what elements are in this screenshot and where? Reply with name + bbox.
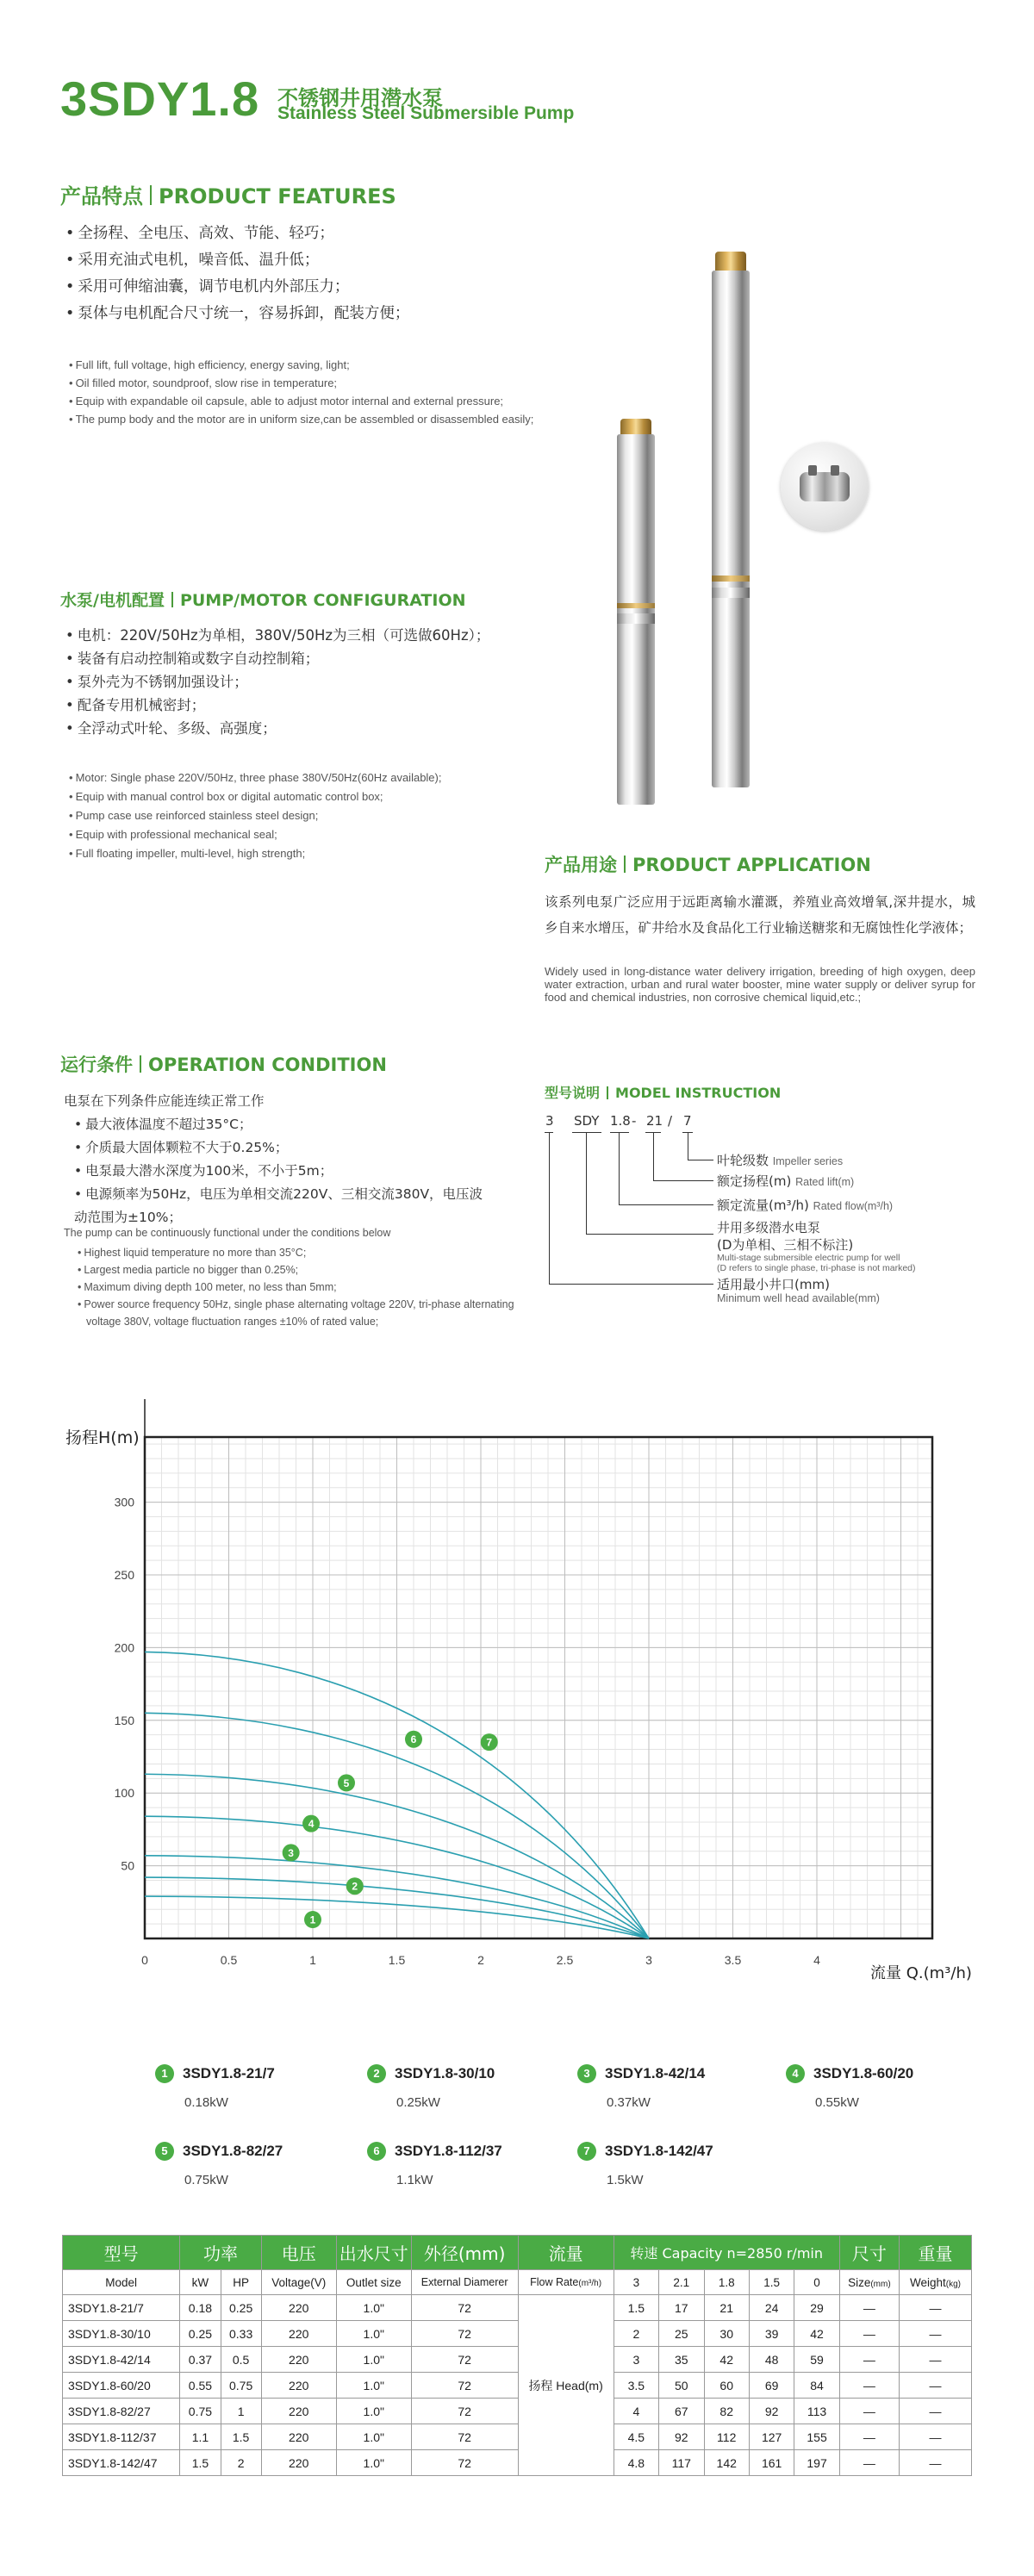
table-cell: 82 <box>704 2399 749 2424</box>
table-cell: 17 <box>659 2295 704 2321</box>
features-heading <box>60 179 396 209</box>
table-cell: 1.5 <box>221 2424 261 2450</box>
table-cell: 35 <box>659 2347 704 2373</box>
application-heading <box>545 851 871 877</box>
list-item: • 采用充油式电机，噪音低、温升低； <box>65 247 582 274</box>
curve-label: 5 <box>343 1776 350 1789</box>
table-cell: 1.1 <box>180 2424 221 2450</box>
list-item: • Highest liquid temperature no more than 35°C; <box>78 1244 517 1261</box>
table-cell: — <box>839 2321 899 2347</box>
legend-marker: 6 <box>367 2142 386 2161</box>
table-cell: 72 <box>411 2424 518 2450</box>
operation-heading <box>60 1051 387 1077</box>
table-cell: 72 <box>411 2373 518 2399</box>
table-cell: 1.0" <box>336 2347 411 2373</box>
table-cell: 4 <box>614 2399 658 2424</box>
th-diameter: 外径(mm) <box>411 2236 518 2270</box>
code-part: 21 <box>646 1113 663 1129</box>
table-cell: 39 <box>749 2321 794 2347</box>
curve-label: 6 <box>410 1733 417 1746</box>
legend-item <box>577 2064 705 2110</box>
th2-flow-3: 3 <box>614 2270 658 2295</box>
list-item: • 泵外壳为不锈钢加强设计； <box>65 670 600 694</box>
table-row <box>63 2373 972 2399</box>
legend-model: 3SDY1.8-142/47 <box>605 2143 713 2159</box>
list-item: • Largest media particle no bigger than 0.25%; <box>78 1261 517 1279</box>
chart-x-label: 流量 Q.(m³/h) <box>870 1964 972 1982</box>
table-cell: — <box>839 2399 899 2424</box>
code-part: / <box>668 1113 673 1129</box>
operation-en-list <box>78 1244 517 1330</box>
table-cell: 30 <box>704 2321 749 2347</box>
x-tick-label: 2 <box>477 1953 484 1967</box>
table-cell: — <box>899 2424 971 2450</box>
th-flow: 流量 <box>518 2236 614 2270</box>
table-row <box>63 2399 972 2424</box>
table-cell: — <box>899 2295 971 2321</box>
legend-marker: 4 <box>786 2064 805 2083</box>
th-voltage: 电压 <box>261 2236 336 2270</box>
x-tick-label: 1.5 <box>388 1953 406 1967</box>
legend-model: 3SDY1.8-21/7 <box>183 2065 275 2081</box>
table-cell: 0.55 <box>180 2373 221 2399</box>
application-text-en: Widely used in long-distance water delivery irrigation, breeding of high oxygen, deep water extraction, urban and rural water booster, mine water supply or deliver syrup for food and chemical industries, non corrosive chemical liquid,etc.; <box>545 965 975 1004</box>
instruction-pump-type-en-note: (D refers to single phase, tri-phase is not marked) <box>717 1263 916 1273</box>
table-cell: 0.5 <box>221 2347 261 2373</box>
table-cell: 72 <box>411 2347 518 2373</box>
list-item: • Full lift, full voltage, high efficiency, energy saving, light; <box>69 356 551 374</box>
table-cell: 113 <box>794 2399 839 2424</box>
application-heading-cn: 产品用途 <box>545 855 617 875</box>
model-instruction-heading <box>545 1082 781 1102</box>
operation-intro-en: The pump can be continuously functional under the conditions below <box>64 1227 391 1239</box>
th2-flow-1-8: 1.8 <box>704 2270 749 2295</box>
configuration-heading-cn: 水泵/电机配置 <box>60 591 165 610</box>
table-cell: 127 <box>749 2424 794 2450</box>
table-cell: 197 <box>794 2450 839 2476</box>
legend-model: 3SDY1.8-30/10 <box>395 2065 495 2081</box>
chart-y-label: 扬程H(m) <box>65 1428 140 1447</box>
curve-label: 1 <box>309 1913 316 1926</box>
legend-power: 1.5kW <box>607 2173 644 2187</box>
th2-model: Model <box>63 2270 180 2295</box>
table-cell: 3SDY1.8-21/7 <box>63 2295 180 2321</box>
configuration-heading-en: PUMP/MOTOR CONFIGURATION <box>179 591 466 610</box>
legend-item <box>367 2142 502 2187</box>
table-cell: 0.25 <box>221 2295 261 2321</box>
th-outlet: 出水尺寸 <box>336 2236 411 2270</box>
legend-power: 0.37kW <box>607 2095 651 2110</box>
table-cell: 220 <box>261 2321 336 2347</box>
table-cell: 92 <box>749 2399 794 2424</box>
operation-cn-list <box>74 1113 488 1229</box>
legend-power: 0.55kW <box>815 2095 859 2110</box>
table-cell: 0.33 <box>221 2321 261 2347</box>
chart-frame <box>145 1437 932 1938</box>
th2-kw: kW <box>180 2270 221 2295</box>
table-cell: 24 <box>749 2295 794 2321</box>
table-cell: 0.37 <box>180 2347 221 2373</box>
legend-model: 3SDY1.8-112/37 <box>395 2143 502 2159</box>
list-item: • Maximum diving depth 100 meter, no less than 5mm; <box>78 1279 517 1296</box>
list-item: • Power source frequency 50Hz, single phase alternating voltage 220V, tri-phase alternating voltage 380V, voltage fluctuation ranges ±10% of rated value; <box>78 1296 517 1330</box>
chart-legend <box>155 2064 1000 2202</box>
instruction-pump-type-en: Multi-stage submersible electric pump for well <box>717 1253 900 1263</box>
legend-power: 0.18kW <box>184 2095 228 2110</box>
table-cell: 60 <box>704 2373 749 2399</box>
x-tick-label: 1 <box>309 1953 316 1967</box>
table-cell: 1.5 <box>614 2295 658 2321</box>
x-tick-label: 3.5 <box>724 1953 742 1967</box>
pump-image-long <box>705 248 760 791</box>
instruction-rated-flow: 额定流量(m³/h) Rated flow(m³/h) <box>717 1198 894 1213</box>
table-cell: — <box>839 2424 899 2450</box>
y-tick-label: 150 <box>114 1713 134 1727</box>
table-cell: 220 <box>261 2450 336 2476</box>
curve-label: 7 <box>486 1736 493 1749</box>
th2-flow: Flow Rate(m³/h) <box>518 2270 614 2295</box>
th2-flow-0: 0 <box>794 2270 839 2295</box>
table-cell: 1.0" <box>336 2321 411 2347</box>
list-item: • The pump body and the motor are in uniform size,can be assembled or disassembled easily; <box>69 410 551 428</box>
instruction-rated-lift: 额定扬程(m) Rated lift(m) <box>717 1173 855 1189</box>
th2-size: Size(mm) <box>839 2270 899 2295</box>
y-tick-label: 200 <box>114 1640 134 1655</box>
legend-model: 3SDY1.8-42/14 <box>605 2065 706 2081</box>
list-item: • Equip with manual control box or digital automatic control box; <box>69 787 586 806</box>
table-cell: 3SDY1.8-42/14 <box>63 2347 180 2373</box>
list-item: • 装备有启动控制箱或数字自动控制箱； <box>65 647 600 670</box>
model-title: 3SDY1.8 <box>60 72 260 126</box>
table-cell: 72 <box>411 2450 518 2476</box>
table-cell: — <box>899 2321 971 2347</box>
legend-item <box>155 2064 275 2110</box>
table-cell: — <box>899 2399 971 2424</box>
table-cell: 92 <box>659 2424 704 2450</box>
table-cell-head-label: 扬程 Head(m) <box>518 2295 614 2476</box>
configuration-heading <box>60 588 466 611</box>
table-cell: 0.75 <box>221 2373 261 2399</box>
table-cell: 3SDY1.8-60/20 <box>63 2373 180 2399</box>
list-item: • Full floating impeller, multi-level, high strength; <box>69 844 586 863</box>
legend-marker: 3 <box>577 2064 596 2083</box>
table-cell: 72 <box>411 2399 518 2424</box>
legend-marker: 1 <box>155 2064 174 2083</box>
table-row <box>63 2347 972 2373</box>
instruction-impeller: 叶轮级数 Impeller series <box>717 1153 844 1168</box>
th2-flow-1-5: 1.5 <box>749 2270 794 2295</box>
legend-marker: 2 <box>367 2064 386 2083</box>
table-cell: 2 <box>614 2321 658 2347</box>
table-cell: 67 <box>659 2399 704 2424</box>
y-tick-label: 250 <box>114 1568 134 1582</box>
code-part: SDY <box>574 1113 600 1129</box>
th2-weight: Weight(kg) <box>899 2270 971 2295</box>
table-cell: — <box>839 2450 899 2476</box>
table-cell: 50 <box>659 2373 704 2399</box>
th2-voltage: Voltage(V) <box>261 2270 336 2295</box>
x-tick-label: 2.5 <box>556 1953 574 1967</box>
table-cell: 3 <box>614 2347 658 2373</box>
table-cell: 3SDY1.8-82/27 <box>63 2399 180 2424</box>
table-row <box>63 2424 972 2450</box>
performance-chart <box>0 1396 1034 1999</box>
list-item: • 电源频率为50Hz，电压为单相交流220V、三相交流380V，电压波动范围为±10%； <box>74 1183 488 1229</box>
table-cell: 4.5 <box>614 2424 658 2450</box>
table-cell: 42 <box>704 2347 749 2373</box>
list-item: • 采用可伸缩油囊，调节电机内外部压力； <box>65 274 582 301</box>
x-tick-label: 3 <box>645 1953 652 1967</box>
configuration-cn-list <box>65 624 600 740</box>
table-cell: 142 <box>704 2450 749 2476</box>
table-cell: 72 <box>411 2295 518 2321</box>
legend-power: 0.75kW <box>184 2173 228 2187</box>
list-item: • 全扬程、全电压、高效、节能、轻巧； <box>65 221 582 247</box>
features-heading-cn: 产品特点 <box>60 184 143 208</box>
table-header-en <box>63 2270 972 2295</box>
table-cell: 117 <box>659 2450 704 2476</box>
list-item: • Oil filled motor, soundproof, slow rise in temperature; <box>69 374 551 392</box>
y-tick-label: 100 <box>114 1786 134 1801</box>
th-power: 功率 <box>180 2236 261 2270</box>
list-item: • 最大液体温度不超过35°C； <box>74 1113 488 1136</box>
table-cell: 155 <box>794 2424 839 2450</box>
instruction-min-well: 适用最小井口(mm) <box>717 1277 830 1292</box>
instruction-pump-type: 井用多级潜水电泵 <box>717 1220 821 1235</box>
table-cell: 3.5 <box>614 2373 658 2399</box>
table-cell: — <box>839 2295 899 2321</box>
table-cell: — <box>899 2373 971 2399</box>
legend-model: 3SDY1.8-82/27 <box>183 2143 283 2159</box>
table-cell: 1.0" <box>336 2450 411 2476</box>
table-cell: 84 <box>794 2373 839 2399</box>
list-item: • Pump case use reinforced stainless steel design; <box>69 806 586 825</box>
table-cell: 59 <box>794 2347 839 2373</box>
table-cell: 1.0" <box>336 2399 411 2424</box>
y-tick-label: 50 <box>121 1858 134 1873</box>
pump-detail-image <box>781 443 869 531</box>
table-cell: 42 <box>794 2321 839 2347</box>
y-tick-label: 300 <box>114 1495 134 1509</box>
curve-label: 4 <box>308 1818 315 1831</box>
table-cell: 220 <box>261 2424 336 2450</box>
list-item: • 配备专用机械密封； <box>65 694 600 717</box>
features-en-list <box>69 356 551 428</box>
table-cell: 1.0" <box>336 2424 411 2450</box>
model-instruction-diagram <box>545 1113 1010 1337</box>
curve-label: 2 <box>352 1880 358 1893</box>
list-item: • 电机：220V/50Hz为单相，380V/50Hz为三相（可选做60Hz）； <box>65 624 600 647</box>
th2-diameter: External Diamerer <box>411 2270 518 2295</box>
table-cell: 3SDY1.8-30/10 <box>63 2321 180 2347</box>
table-cell: — <box>899 2347 971 2373</box>
code-part: - <box>632 1113 637 1129</box>
features-heading-en: PRODUCT FEATURES <box>159 184 396 208</box>
list-item: • 介质最大固体颗粒不大于0.25%； <box>74 1136 488 1160</box>
spec-table <box>62 2235 972 2476</box>
table-cell: — <box>899 2450 971 2476</box>
table-cell: 0.18 <box>180 2295 221 2321</box>
table-cell: 0.75 <box>180 2399 221 2424</box>
code-part: 3 <box>545 1113 554 1129</box>
instruction-min-well-en: Minimum well head available(mm) <box>717 1292 880 1304</box>
legend-item <box>786 2064 913 2110</box>
table-cell: 25 <box>659 2321 704 2347</box>
table-cell: 0.25 <box>180 2321 221 2347</box>
title-cn: 不锈钢井用潜水泵 <box>277 86 443 110</box>
table-cell: 1 <box>221 2399 261 2424</box>
th-weight: 重量 <box>899 2236 971 2270</box>
application-heading-en: PRODUCT APPLICATION <box>632 855 871 875</box>
legend-item <box>577 2142 713 2187</box>
x-tick-label: 4 <box>813 1953 820 1967</box>
application-text-cn: 该系列电泵广泛应用于远距离输水灌溉，养殖业高效增氧,深井提水，城乡自来水增压，矿井给水及食品化工行业输送糖浆和无腐蚀性化学液体； <box>545 894 975 936</box>
table-cell: — <box>839 2347 899 2373</box>
operation-intro-cn: 电泵在下列条件应能连续正常工作 <box>64 1093 265 1109</box>
code-part: 7 <box>683 1113 692 1129</box>
list-item: • Equip with expandable oil capsule, able to adjust motor internal and external pressure; <box>69 392 551 410</box>
th2-flow-2-1: 2.1 <box>659 2270 704 2295</box>
list-item: • 全浮动式叶轮、多级、高强度； <box>65 717 600 740</box>
table-cell: 220 <box>261 2373 336 2399</box>
title-en: Stainless Steel Submersible Pump <box>277 103 575 123</box>
list-item: • 泵体与电机配合尺寸统一，容易拆卸，配装方便； <box>65 301 582 327</box>
list-item: • 电泵最大潜水深度为100米，不小于5m； <box>74 1160 488 1183</box>
legend-marker: 5 <box>155 2142 174 2161</box>
table-cell: 3SDY1.8-112/37 <box>63 2424 180 2450</box>
x-tick-label: 0.5 <box>220 1953 238 1967</box>
table-cell: 3SDY1.8-142/47 <box>63 2450 180 2476</box>
model-instruction-heading-cn: 型号说明 <box>545 1085 601 1101</box>
th-size: 尺寸 <box>839 2236 899 2270</box>
table-cell: 21 <box>704 2295 749 2321</box>
legend-item <box>155 2142 283 2187</box>
code-part: 1.8 <box>610 1113 631 1129</box>
table-cell: 4.8 <box>614 2450 658 2476</box>
table-header-cn <box>63 2236 972 2270</box>
operation-heading-en: OPERATION CONDITION <box>148 1055 387 1075</box>
operation-heading-cn: 运行条件 <box>60 1055 133 1075</box>
table-row <box>63 2295 972 2321</box>
table-cell: 29 <box>794 2295 839 2321</box>
legend-item <box>367 2064 495 2110</box>
th2-outlet: Outlet size <box>336 2270 411 2295</box>
instruction-pump-type-note: (D为单相、三相不标注) <box>717 1237 854 1253</box>
legend-marker: 7 <box>577 2142 596 2161</box>
table-cell: 1.0" <box>336 2373 411 2399</box>
curve-label: 3 <box>288 1846 294 1859</box>
table-cell: 1.0" <box>336 2295 411 2321</box>
model-instruction-heading-en: MODEL INSTRUCTION <box>615 1085 782 1101</box>
table-cell: 69 <box>749 2373 794 2399</box>
table-cell: — <box>839 2373 899 2399</box>
th2-hp: HP <box>221 2270 261 2295</box>
features-cn-list <box>65 221 582 327</box>
configuration-en-list <box>69 768 586 863</box>
list-item: • Equip with professional mechanical seal; <box>69 825 586 844</box>
table-cell: 220 <box>261 2295 336 2321</box>
table-cell: 2 <box>221 2450 261 2476</box>
list-item: • Motor: Single phase 220V/50Hz, three phase 380V/50Hz(60Hz available); <box>69 768 586 787</box>
legend-model: 3SDY1.8-60/20 <box>813 2065 914 2081</box>
th-capacity: 转速 Capacity n=2850 r/min <box>614 2236 839 2270</box>
legend-power: 0.25kW <box>396 2095 440 2110</box>
table-row <box>63 2321 972 2347</box>
table-cell: 1.5 <box>180 2450 221 2476</box>
table-cell: 72 <box>411 2321 518 2347</box>
table-cell: 220 <box>261 2399 336 2424</box>
table-cell: 161 <box>749 2450 794 2476</box>
table-cell: 220 <box>261 2347 336 2373</box>
table-row <box>63 2450 972 2476</box>
th-model: 型号 <box>63 2236 180 2270</box>
legend-power: 1.1kW <box>396 2173 433 2187</box>
table-cell: 112 <box>704 2424 749 2450</box>
table-cell: 48 <box>749 2347 794 2373</box>
x-tick-label: 0 <box>141 1953 148 1967</box>
pump-image-short <box>610 414 662 810</box>
